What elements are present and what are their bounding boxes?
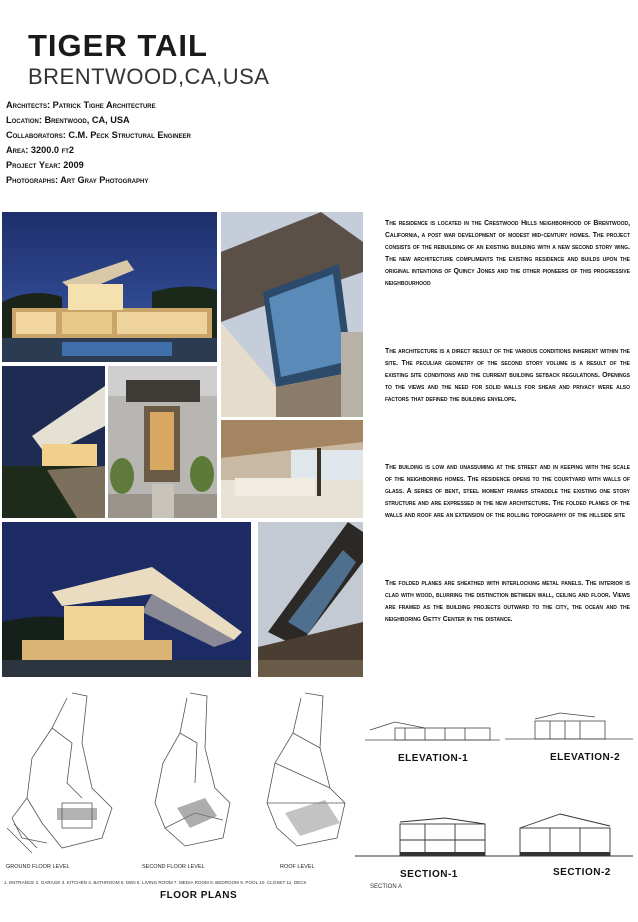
info-architects: Architects: Patrick Tighe Architecture — [6, 100, 156, 110]
section-a-caption: SECTION A — [370, 884, 403, 890]
info-location: Location: Brentwood, CA, USA — [6, 115, 130, 125]
floor-plan-ground — [2, 688, 127, 858]
elevation-2-drawing — [505, 705, 633, 750]
section-1-drawing — [355, 812, 505, 867]
info-photographs: Photographs: Art Gray Photography — [6, 175, 149, 185]
elevation-1-label: ELEVATION-1 — [398, 753, 469, 764]
photo-interior-deck — [221, 420, 363, 518]
photo-entrance — [108, 366, 217, 518]
info-project-year: Project Year: 2009 — [6, 160, 84, 170]
second-floor-caption: SECOND FLOOR LEVEL — [142, 864, 205, 870]
section-1-label: SECTION-1 — [400, 869, 458, 880]
floor-plans-label: FLOOR PLANS — [160, 890, 238, 901]
page-title: TIGER TAIL — [28, 28, 208, 63]
photo-cantilever-glass — [221, 212, 363, 417]
info-area: Area: 3200.0 ft2 — [6, 145, 75, 155]
elevation-1-drawing — [365, 710, 500, 750]
floor-plan-legend: 1. ENTRANCE 2. GARAGE 3. KITCHEN 4. BATHROOM 5. DEN 6. LIVING ROOM 7. MEDIA ROOM 8. BEDROOM 9. POOL 10. CLOSET 11. DECK — [4, 880, 307, 885]
section-2-label: SECTION-2 — [553, 867, 611, 878]
section-2-drawing — [500, 808, 633, 865]
description-paragraph-4: The folded planes are sheathed with interlocking metal panels. The interior is clad with wood, blurring the distinction between wall, ceiling and floor. Views are framed as the building projects outward to the city, the ocean and the neighboring Getty Center in the distance. — [385, 580, 630, 623]
photo-courtyard-dusk — [2, 212, 217, 362]
ground-floor-caption: GROUND FLOOR LEVEL — [6, 864, 70, 870]
roof-caption: ROOF LEVEL — [280, 864, 315, 870]
elevation-2-label: ELEVATION-2 — [550, 752, 621, 763]
floor-plan-roof — [245, 688, 355, 858]
project-info — [6, 98, 306, 188]
floor-plan-second — [135, 688, 240, 858]
description-paragraph-2: The architecture is a direct result of the various conditions inherent within the site. The peculiar geometry of the second story volume is a result of the existing site conditions and the current building setback regulations. Openings to the views and the need for solid walls for shear and privacy were also factors that defined the building envelope. — [385, 348, 630, 403]
photo-street-facade — [258, 522, 363, 677]
photo-side-night — [2, 366, 105, 518]
description-paragraph-1: The residence is located in the Crestwood Hills neighborhood of Brentwood, California, a post war development of modest mid-century homes. The project consists of the rebuilding of an existing building with a new second story wing. The new architecture compliments the existing residence and builds upon the original intentions of Quincy Jones and the other pioneers of this progressive neighbourhood — [385, 220, 630, 287]
info-collaborators: Collaborators: C.M. Peck Structural Engineer — [6, 130, 191, 140]
description-paragraph-3: The building is low and unassuming at the street and in keeping with the scale of the neighboring homes. The residence opens to the courtyard with walls of glass. A series of bent, steel moment frames straddle the existing one story structure and are expressed in the new architecture. The folded planes of the walls and roof are an extension of the rolling topography of the hillside site — [385, 464, 630, 519]
page-subtitle: BRENTWOOD,CA,USA — [28, 64, 270, 89]
photo-night-cantilever — [2, 522, 251, 677]
